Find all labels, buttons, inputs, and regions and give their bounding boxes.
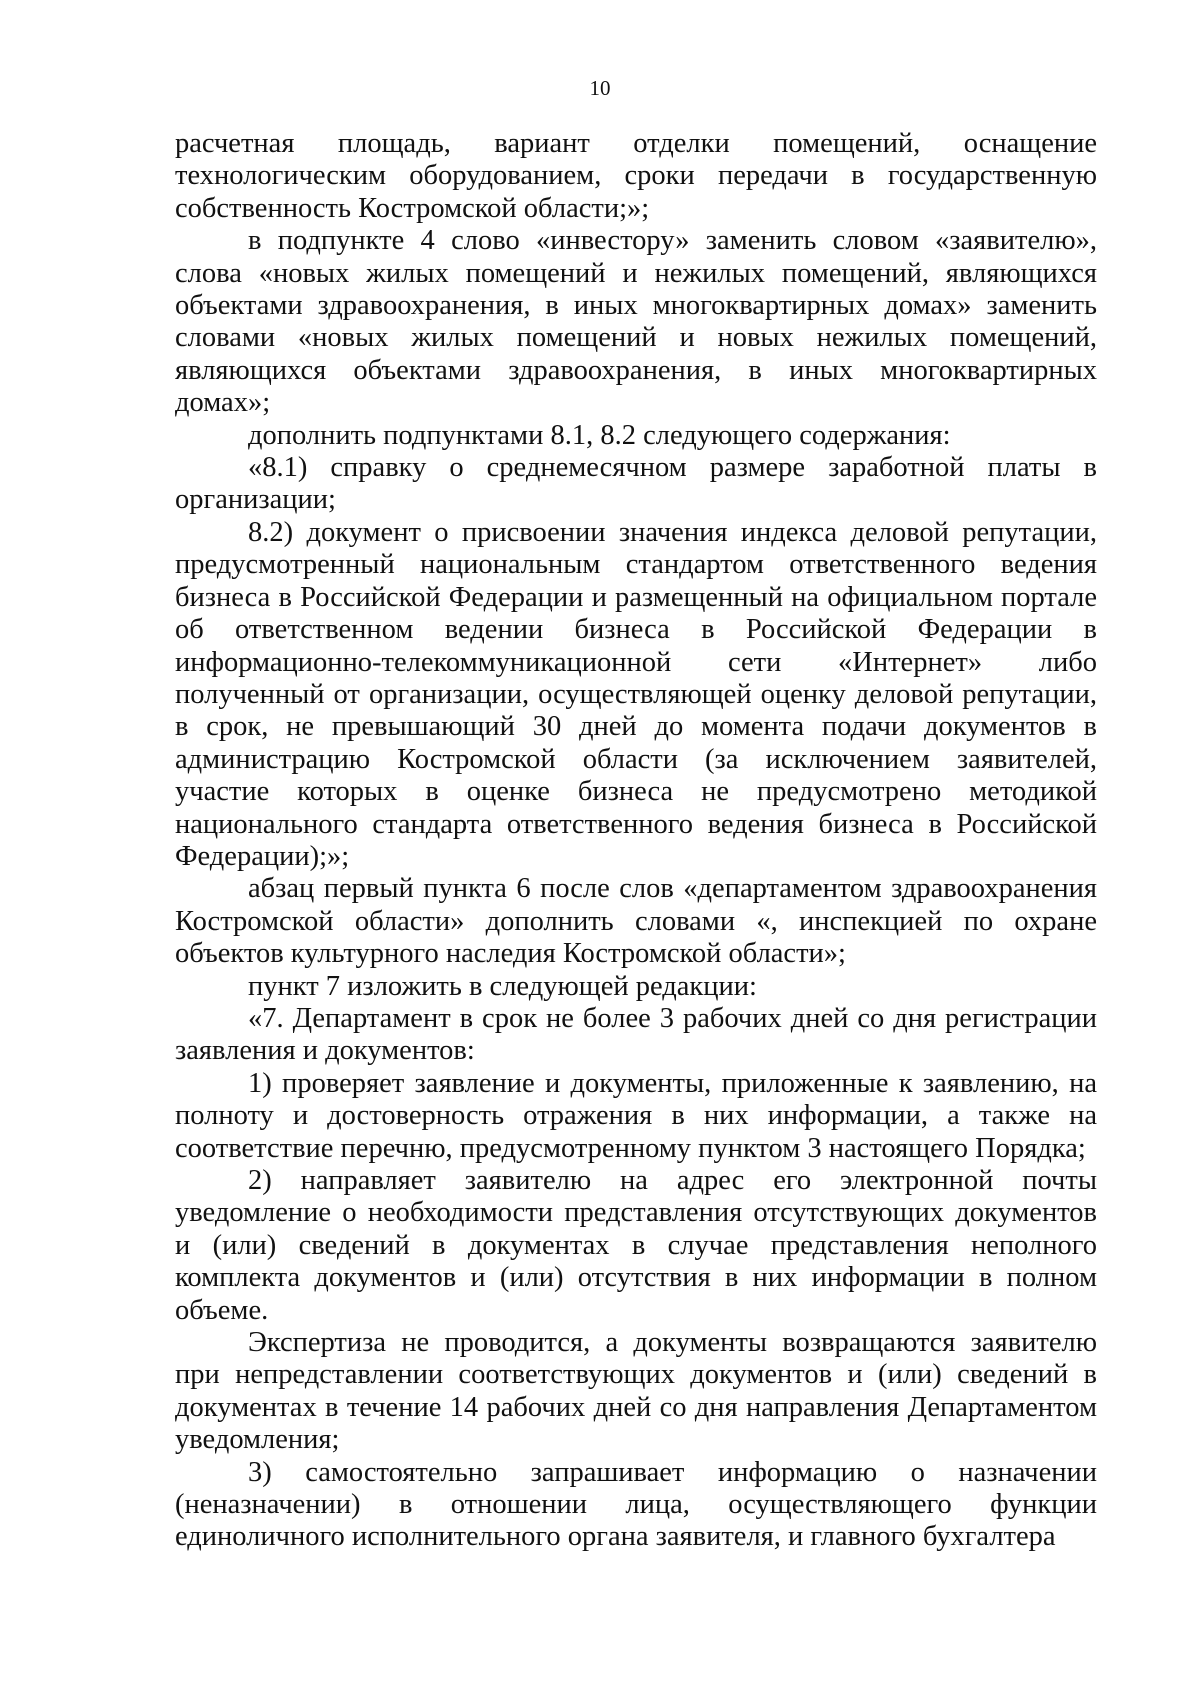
paragraph-expertise-note: Экспертиза не проводится, а документы возвращаются заявителю при непредставлении соответствующих документов и (или) сведений в документах в течение 14 рабочих дней со дня направления Департаментом уведомления; (175, 1327, 1097, 1456)
paragraph-subitem-8-1: «8.1) справку о среднемесячном размере заработной платы в организации; (175, 452, 1097, 516)
paragraph-subitem-8-2: 8.2) документ о присвоении значения индекса деловой репутации, предусмотренный национальным стандартом ответственного ведения бизнеса в Российской Федерации и размещенный на официальном портале об ответственном ведении бизнеса в Российской Федерации в информационно-телекоммуникационной сети «Интернет» либо полученный от организации, осуществляющей оценку деловой репутации, в срок, не превышающий 30 дней до момента подачи документов в администрацию Костромской области (за исключением заявителей, участие которых в оценке бизнеса не предусмотрено методикой национального стандарта ответственного ведения бизнеса в Российской Федерации);»; (175, 516, 1097, 872)
paragraph-item-7-text: «7. Департамент в срок не более 3 рабочих дней со дня регистрации заявления и документов: (175, 1002, 1097, 1067)
paragraph-continuation: расчетная площадь, вариант отделки помещений, оснащение технологическим оборудованием, сроки передачи в государственную собственность Костромской области;»; (175, 128, 1097, 224)
paragraph-item-7-subitem-2: 2) направляет заявителю на адрес его электронной почты уведомление о необходимости представления отсутствующих документов и (или) сведений в документах в случае представления неполного комплекта документов и (или) отсутствия в них информации в полном объеме. (175, 1165, 1097, 1326)
paragraph-item-6-amendment: абзац первый пункта 6 после слов «департаментом здравоохранения Костромской области» дополнить словами «, инспекцией по охране объектов культурного наследия Костромской области»; (175, 873, 1097, 970)
document-body (175, 128, 1097, 1554)
paragraph-item-7-subitem-3: 3) самостоятельно запрашивает информацию о назначении (неназначении) в отношении лица, осуществляющего функции единоличного исполнительного органа заявителя, и главного бухгалтера (175, 1456, 1097, 1553)
paragraph-add-subitems: дополнить подпунктами 8.1, 8.2 следующего содержания: (248, 419, 951, 451)
paragraph-item-7-subitem-1: 1) проверяет заявление и документы, приложенные к заявлению, на полноту и достоверность отражения в них информации, а также на соответствие перечню, предусмотренному пунктом 3 настоящего Порядка; (175, 1067, 1097, 1164)
paragraph-item-7-intro: пункт 7 изложить в следующей редакции: (248, 970, 757, 1002)
paragraph-subitem-4-amendment: в подпункте 4 слово «инвестору» заменить словом «заявителю», слова «новых жилых помещений и нежилых помещений, являющихся объектами здравоохранения, в иных многоквартирных домах» заменить словами «новых жилых помещений и новых нежилых помещений, являющихся объектами здравоохранения, в иных многоквартирных домах»; (175, 225, 1097, 419)
page-number: 10 (589, 76, 611, 100)
